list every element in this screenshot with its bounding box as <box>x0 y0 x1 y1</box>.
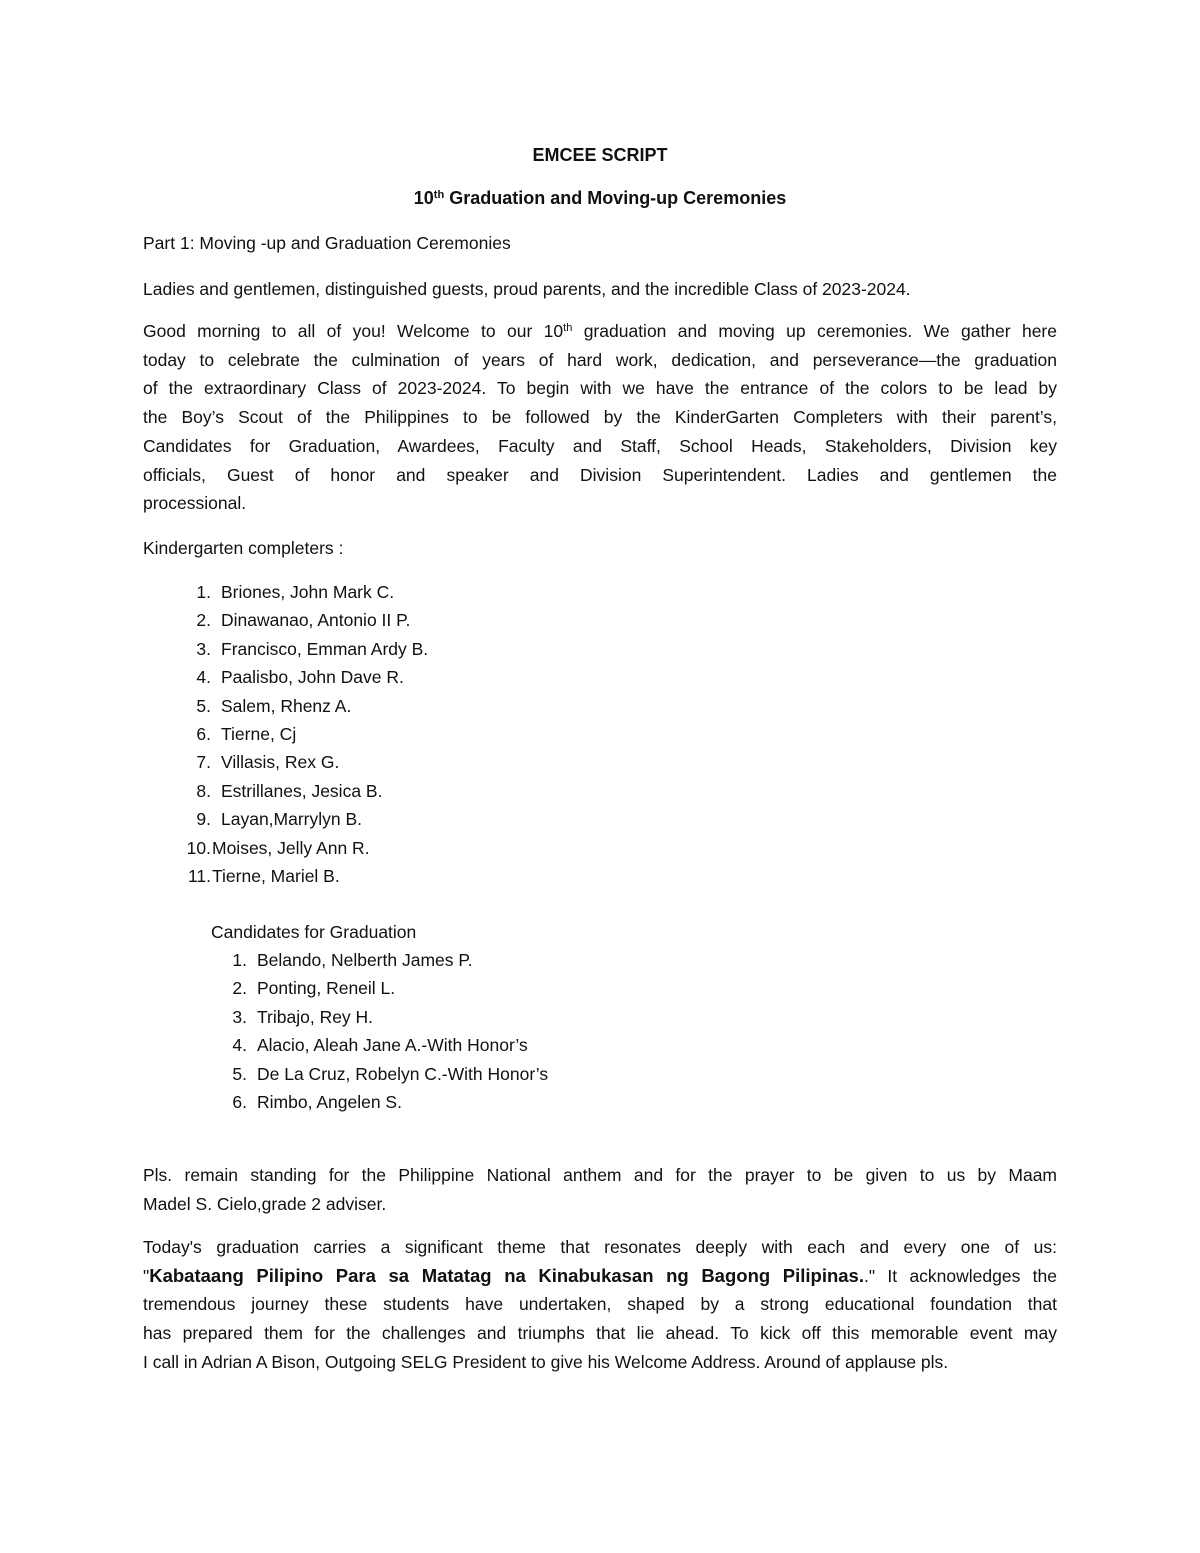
list-item: 3. Francisco, Emman Ardy B. <box>196 638 429 659</box>
welcome-line-7: processional. <box>143 493 247 514</box>
theme-line-3: tremendous journey these students have undertaken, shaped by a strong educational foundation that <box>143 1294 1057 1315</box>
list-item: 6. Tierne, Cj <box>196 723 297 744</box>
list-item: 3. Tribajo, Rey H. <box>232 1006 374 1027</box>
welcome-line-3: of the extraordinary Class of 2023-2024. To begin with we have the entrance of the colors to be lead by <box>143 378 1057 399</box>
subtitle-superscript: th <box>433 189 445 201</box>
anthem-line-2: Madel S. Cielo,grade 2 adviser. <box>143 1193 387 1214</box>
welcome-paragraph <box>143 317 1057 518</box>
document-title: EMCEE SCRIPT <box>532 145 668 165</box>
welcome-line-6: officials, Guest of honor and speaker and Division Superintendent. Ladies and gentlemen the <box>143 464 1057 485</box>
welcome-line-4: the Boy’s Scout of the Philippines to be followed by the KinderGarten Completers with their parent’s, <box>143 407 1057 428</box>
anthem-line-1: Pls. remain standing for the Philippine National anthem and for the prayer to be given to us by Maam <box>143 1165 1057 1185</box>
welcome-line-1: Good morning to all of you! Welcome to our 10th graduation and moving up ceremonies. We gather here <box>143 321 1057 341</box>
list-item: 7. Villasis, Rex G. <box>196 752 340 773</box>
subtitle-text: Graduation and Moving-up Ceremonies <box>444 188 787 208</box>
candidates-heading: Candidates for Graduation <box>211 922 417 942</box>
kindergarten-list <box>143 578 428 890</box>
subtitle-number: 10 <box>413 188 434 208</box>
list-item: 8. Estrillanes, Jesica B. <box>196 780 383 801</box>
theme-line-1: Today's graduation carries a significant theme that resonates deeply with each and every one of us: <box>143 1237 1057 1257</box>
list-item: 10.Moises, Jelly Ann R. <box>186 837 370 858</box>
document-subtitle <box>143 188 1057 209</box>
part1-heading: Part 1: Moving -up and Graduation Ceremonies <box>143 233 511 253</box>
list-item: 2. Ponting, Reneil L. <box>232 978 396 999</box>
list-item: 11.Tierne, Mariel B. <box>187 865 340 886</box>
list-item: 4. Alacio, Aleah Jane A.-With Honor’s <box>232 1035 528 1056</box>
list-item: 2. Dinawanao, Antonio II P. <box>196 610 411 631</box>
list-item: 1. Briones, John Mark C. <box>196 582 395 602</box>
welcome-line-2: today to celebrate the culmination of years of hard work, dedication, and perseverance—the graduation <box>143 349 1057 370</box>
greeting-paragraph: Ladies and gentlemen, distinguished guests, proud parents, and the incredible Class of 2023-2024. <box>143 279 911 299</box>
list-item: 4. Paalisbo, John Dave R. <box>196 667 404 688</box>
theme-line-2: "Kabataang Pilipino Para sa Matatag na Kinabukasan ng Bagong Pilipinas.." It acknowledges the <box>143 1264 1057 1286</box>
theme-title: Kabataang Pilipino Para sa Matatag na Kinabukasan ng Bagong Pilipinas. <box>149 1264 864 1286</box>
kindergarten-heading: Kindergarten completers : <box>143 538 344 558</box>
list-item: 9. Layan,Marrylyn B. <box>196 809 363 830</box>
list-item: 6. Rimbo, Angelen S. <box>232 1091 402 1112</box>
list-item: 1. Belando, Nelberth James P. <box>232 950 473 970</box>
anthem-paragraph <box>143 1161 1057 1218</box>
list-item: 5. Salem, Rhenz A. <box>196 695 352 716</box>
theme-paragraph <box>143 1233 1057 1377</box>
list-item: 5. De La Cruz, Robelyn C.-With Honor’s <box>232 1063 549 1084</box>
theme-line-4: has prepared them for the challenges and triumphs that lie ahead. To kick off this memorable event may <box>143 1323 1057 1344</box>
candidates-list <box>211 946 548 1116</box>
welcome-line-5: Candidates for Graduation, Awardees, Faculty and Staff, School Heads, Stakeholders, Division key <box>143 435 1057 456</box>
theme-line-5: I call in Adrian A Bison, Outgoing SELG President to give his Welcome Address. Around of applause pls. <box>143 1351 949 1372</box>
